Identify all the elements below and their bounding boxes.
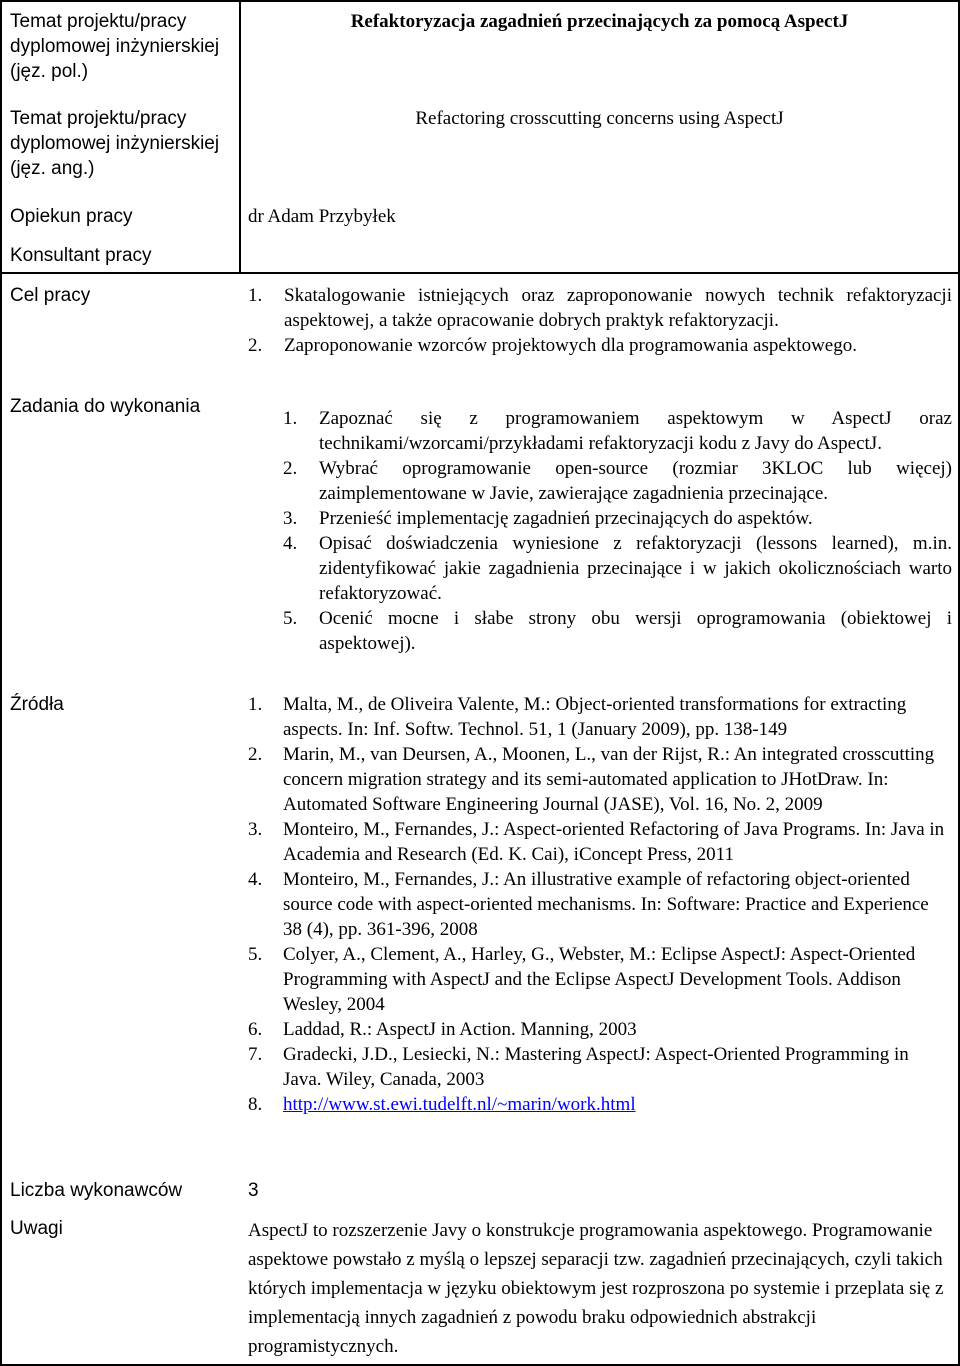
topic-en-value: Refactoring crosscutting concerns using AspectJ — [415, 108, 784, 129]
notes-text: AspectJ to rozszerzenie Javy o konstrukcje programowania aspektowego. Programowanie aspektowe powstało z myślą o lepszej separacji tzw. zagadnień przecinających, czyli takich których implementacja w języku obiektowym jest rozproszona po systemie i przeplata się z implementacją innych zagadnień z powodu braku odpowiednich abstrakcji programistycznych. — [248, 1220, 944, 1357]
task-item-text: Ocenić mocne i słabe strony obu wersji oprogramowania (obiektowej i aspektowej). — [319, 608, 952, 654]
sources-list — [248, 692, 948, 1117]
source-link[interactable]: http://www.st.ewi.tudelft.nl/~marin/work.html — [283, 1094, 636, 1115]
authors-label: Liczba wykonawców — [10, 1180, 183, 1201]
source-item-text: Laddad, R.: AspectJ in Action. Manning, 2003 — [283, 1019, 637, 1040]
source-item-number: 6. — [248, 1019, 263, 1040]
task-item — [283, 456, 952, 506]
topic-pl-value: Refaktoryzacja zagadnień przecinających za pomocą AspectJ — [350, 11, 849, 32]
source-item-text: Malta, M., de Oliveira Valente, M.: Object-oriented transformations for extracting aspects. In: Inf. Softw. Technol. 51, 1 (January 2009), pp. 138-149 — [283, 694, 907, 740]
task-item — [283, 506, 952, 531]
tasks-list — [283, 406, 952, 656]
source-item — [248, 742, 948, 817]
supervisor-label: Opiekun pracy — [10, 206, 133, 227]
goal-item — [248, 333, 952, 358]
goal-label: Cel pracy — [10, 285, 91, 306]
task-item-text: Przenieść implementację zagadnień przecinających do aspektów. — [319, 508, 813, 529]
row-divider-header — [0, 272, 960, 274]
goal-list — [248, 283, 952, 358]
source-item-number: 3. — [248, 819, 263, 840]
sources-label: Źródła — [10, 694, 64, 715]
goal-item-text: Skatalogowanie istniejących oraz zaproponowanie nowych technik refaktoryzacji aspektowej, a także opracowanie dobrych praktyk refaktoryzacji. — [284, 285, 952, 331]
source-item-number: 4. — [248, 869, 263, 890]
task-item-text: Wybrać oprogramowanie open-source (rozmiar 3KLOC lub więcej) zaimplementowane w Javie, zawierające zagadnienia przecinające. — [319, 458, 952, 504]
source-item-number: 8. — [248, 1094, 263, 1115]
task-item-number: 1. — [283, 408, 298, 429]
source-item — [248, 867, 948, 942]
task-item — [283, 606, 952, 656]
source-item-number: 5. — [248, 944, 263, 965]
goal-item-number: 1. — [248, 285, 263, 306]
task-item — [283, 406, 952, 456]
supervisor-value: dr Adam Przybyłek — [248, 206, 396, 227]
source-item-number: 7. — [248, 1044, 263, 1065]
authors-value: 3 — [248, 1180, 259, 1201]
task-item-number: 3. — [283, 508, 298, 529]
border-top — [0, 0, 960, 2]
border-left — [0, 0, 2, 1366]
source-item-text: Monteiro, M., Fernandes, J.: An illustrative example of refactoring object-oriented source code with aspect-oriented mechanisms. In: Software: Practice and Experience 38 (4), pp. 361-396, 2008 — [283, 869, 929, 940]
source-item-text: Colyer, A., Clement, A., Harley, G., Webster, M.: Eclipse AspectJ: Aspect-Oriented Programming with AspectJ and the Eclipse AspectJ Development Tools. Addison Wesley, 2004 — [283, 944, 916, 1015]
task-item-number: 2. — [283, 458, 298, 479]
task-item — [283, 531, 952, 606]
source-item — [248, 1092, 948, 1117]
source-item — [248, 942, 948, 1017]
source-item-number: 1. — [248, 694, 263, 715]
goal-item-number: 2. — [248, 335, 263, 356]
source-item — [248, 1042, 948, 1092]
source-item-text: Monteiro, M., Fernandes, J.: Aspect-oriented Refactoring of Java Programs. In: Java in Academia and Research (Ed. K. Cai), iConcept Press, 2011 — [283, 819, 945, 865]
task-item-text: Zapoznać się z programowaniem aspektowym w AspectJ oraz technikami/wzorcami/przykładami refaktoryzacji kodu z Javy do AspectJ. — [319, 408, 952, 454]
notes-label: Uwagi — [10, 1218, 63, 1239]
source-item-number: 2. — [248, 744, 263, 765]
topic-pl-label: Temat projektu/pracy dyplomowej inżynierskiej (jęz. pol.) — [10, 11, 220, 82]
goal-item — [248, 283, 952, 333]
consultant-label: Konsultant pracy — [10, 245, 152, 266]
task-item-text: Opisać doświadczenia wyniesione z refaktoryzacji (lessons learned), m.in. zidentyfikować jakie zagadnienia przecinające i w jakich okolicznościach warto refaktoryzować. — [319, 533, 952, 604]
task-item-number: 4. — [283, 533, 298, 554]
goal-item-text: Zaproponowanie wzorców projektowych dla programowania aspektowego. — [284, 335, 857, 356]
source-item-text: Gradecki, J.D., Lesiecki, N.: Mastering AspectJ: Aspect-Oriented Programming in Java. Wiley, Canada, 2003 — [283, 1044, 909, 1090]
source-item — [248, 692, 948, 742]
source-item — [248, 817, 948, 867]
tasks-label: Zadania do wykonania — [10, 396, 201, 417]
column-divider — [239, 0, 241, 272]
source-item — [248, 1017, 948, 1042]
task-item-number: 5. — [283, 608, 298, 629]
source-item-text: Marin, M., van Deursen, A., Moonen, L., van der Rijst, R.: An integrated crosscutting concern migration strategy and its semi-automated application to JHotDraw. In: Automated Software Engineering Journal (JASE), Vol. 16, No. 2, 2009 — [283, 744, 935, 815]
topic-en-label: Temat projektu/pracy dyplomowej inżynierskiej (jęz. ang.) — [10, 108, 220, 179]
